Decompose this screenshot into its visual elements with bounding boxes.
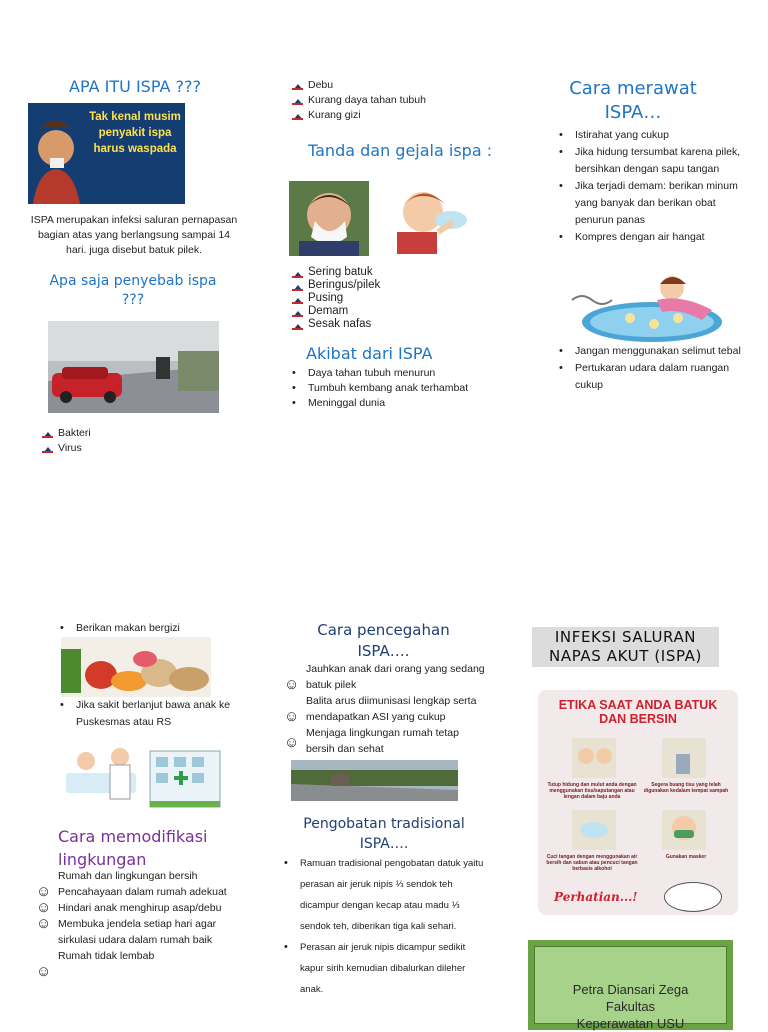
env-item: ☺ Pencahayaan dalam rumah adekuat [36,883,227,900]
symptom-item: Demam [290,305,490,318]
col1-title: APA ITU ISPA ??? [69,77,201,96]
care-item: • Jika terjadi demam: berikan minum yang banyak dan berikan obat penurun panas [557,178,742,229]
smiley-icon: ☺ [284,734,300,751]
mother-compress-illustration [562,270,727,345]
causes-title: Apa saja penyebab ispa ??? [49,273,217,308]
env-item [36,964,246,980]
cover-title: INFEKSI SALURAN NAPAS AKUT (ISPA) [532,627,719,667]
poster-line: penyakit ispa [98,127,172,139]
hospital-illustration [58,743,223,810]
sneezing-boy-illustration [383,182,478,254]
cause-item: Debu [290,78,490,93]
child-sneezing-photo [289,181,369,256]
col1-intro: ISPA merupakan infeksi saluran pernapasan bagian atas yang berlangsung sampai 14 hari. juga disebut batuk pilek. [30,214,238,256]
effects-title: Akibat dari ISPA [306,344,433,363]
effect-item: • Tumbuh kembang anak terhambat [290,381,500,396]
care-item: • Istirahat yang cukup [557,127,742,144]
poster-line: Tak kenal musim [89,111,181,123]
prevention-step: ☺ Menjaga lingkungan rumah tetap bersih dan sehat [284,727,459,755]
cause-item: Bakteri [40,426,220,441]
smiley-icon: ☺ [36,899,52,916]
symptoms-title: Tanda dan gejala ispa : [308,141,493,160]
cause-item: Kurang daya tahan tubuh [290,93,490,108]
prevention-item: • Berikan makan bergizi [58,620,248,637]
poster-caption: Segera buang tisu yang telah digunakan kedalam tempat sampah [643,782,729,794]
cough-etiquette-poster: ETIKA SAAT ANDA BATUK DAN BERSIN Tutup hidung dan mulut anda dengan menggunakan tisu/saputangan atau lengan dalam baju anda Segera buang tisu yang telah digunakan kedalam tempat sampah Cuci tangan dengan menggunakan air bersih dan sabun atau pencuci tangan berbasis alkohol Gunakan masker Perhatian...! [538,690,738,915]
env-item: Rumah dan lingkungan bersih [58,870,198,882]
poster-footer: Perhatian...! [554,890,638,904]
env-item: ☺ Membuka jendela setiap hari agar sirkulasi udara dalam rumah baik [36,915,217,946]
poster-speech-bubble [664,882,722,912]
author-name: Petra Diansari Zega [572,982,689,997]
poster-caption: Gunakan masker [665,854,707,860]
prevention-title: Cara pencegahan ISPA…. [317,621,450,660]
smiley-icon: ☺ [284,676,300,693]
author-box [528,940,733,1030]
clean-street-photo [291,760,458,801]
smiley-icon: ☺ [36,883,52,900]
env-item: Rumah tidak lembab [58,950,155,962]
ispa-warning-poster [28,103,185,204]
symptom-item: Pusing [290,292,490,305]
healthy-food-photo [61,637,211,697]
poster-caption: Cuci tangan dengan menggunakan air bersih dan sabun atau pencuci tangan berbasis alkohol [546,854,638,872]
care-item: • Jika hidung tersumbat karena pilek, bersihkan dengan sapu tangan [557,144,742,178]
effect-item: • Meninggal dunia [290,396,500,411]
cause-item: Virus [40,441,220,456]
traditional-title: Pengobatan tradisional ISPA…. [303,816,465,852]
faculty-line: Fakultas [605,999,656,1014]
symptom-item: Beringus/pilek [290,279,490,292]
traditional-item: • Ramuan tradisional pengobatan datuk yaitu perasan air jeruk nipis ⅓ sendok teh dicampur dengan kecap atau madu ⅓ sendok teh, diberikan tiga kali sehari. [282,853,487,937]
env-item: ☺ Hindari anak menghirup asap/debu [36,899,222,916]
care-item: • Jangan menggunakan selimut tebal [557,343,742,360]
poster-caption: Tutup hidung dan mulut anda dengan menggunakan tisu/saputangan atau lengan dalam baju anda [547,782,637,800]
effect-item: • Daya tahan tubuh menurun [290,366,500,381]
cause-item: Kurang gizi [290,108,490,123]
smiley-icon: ☺ [36,963,52,980]
street-pollution-photo [48,321,219,413]
smiley-icon: ☺ [36,915,52,932]
prevention-step: ☺ Balita arus diimunisasi lengkap serta mendapatkan ASI yang cukup [284,695,477,725]
prevention-step: ☺ Jauhkan anak dari orang yang sedang batuk pilek [284,663,485,693]
faculty-line: Keperawatan USU [576,1016,685,1031]
care-item: • Pertukaran udara dalam ruangan cukup [557,360,742,394]
care-title: Cara merawat ISPA… [569,78,697,123]
care-item: • Kompres dengan air hangat [557,229,742,246]
symptom-item: Sesak nafas [290,318,490,331]
poster-line: harus waspada [93,143,177,155]
prevention-item: • Jika sakit berlanjut bawa anak ke Puskesmas atau RS [58,697,248,731]
smiley-icon: ☺ [284,708,300,725]
symptom-item: Sering batuk [290,266,490,279]
environment-title: Cara memodifikasi lingkungan [58,827,208,869]
traditional-item: • Perasan air jeruk nipis dicampur sedikit kapur sirih kemudian dibalurkan dileher anak. [282,937,487,1000]
